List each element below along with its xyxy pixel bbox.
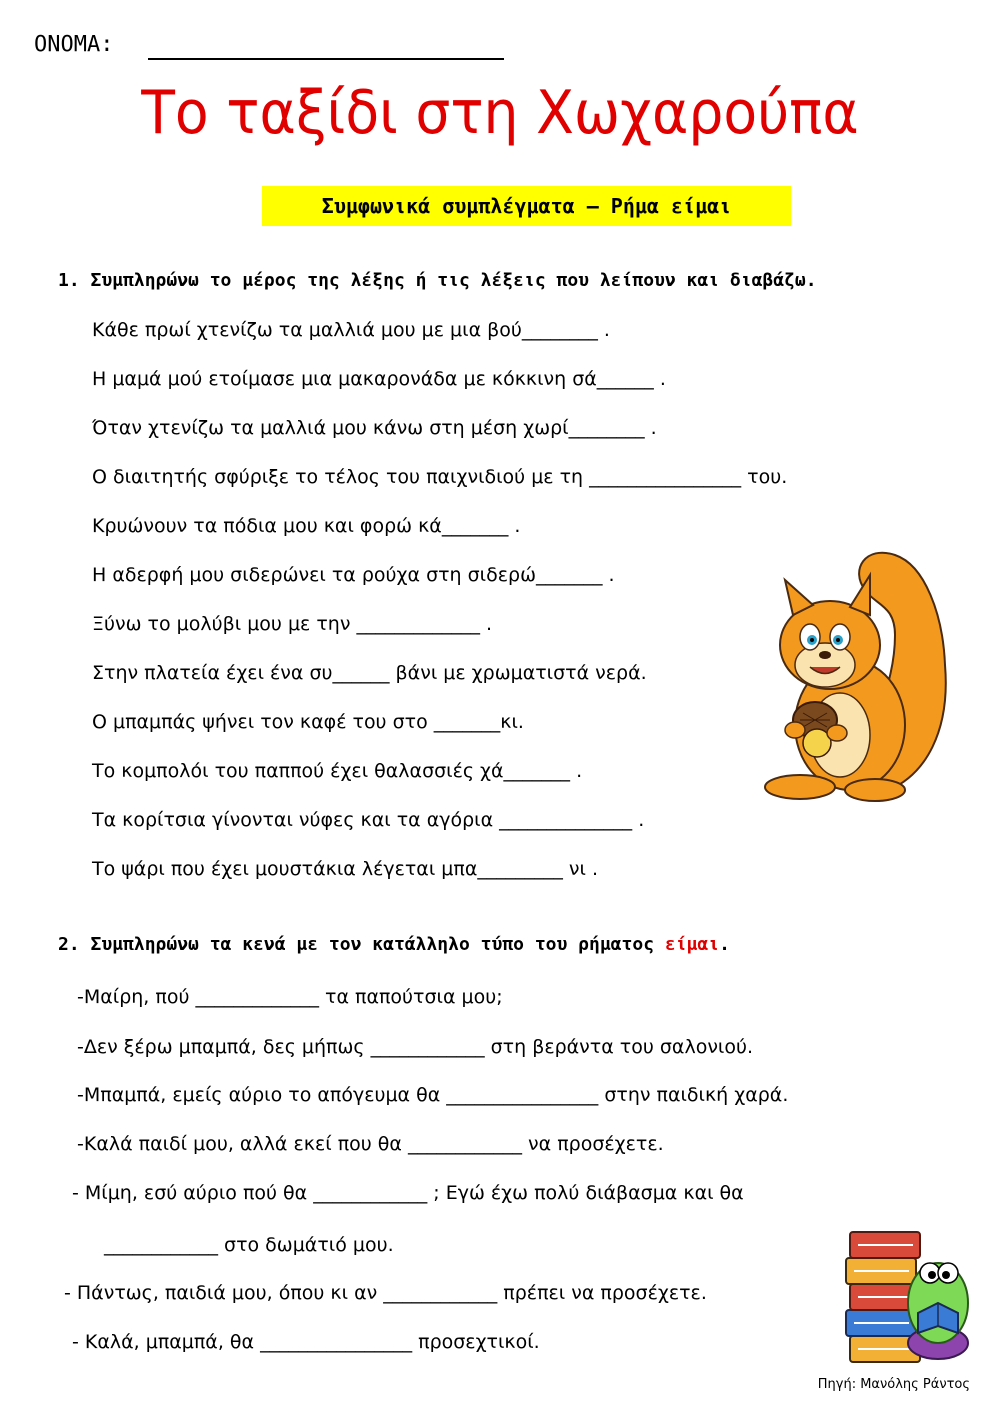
- exercise1-sentence: Η αδερφή μου σιδερώνει τα ρούχα στη σιδερώ_______ .: [92, 564, 615, 586]
- exercise2-sentence: ____________ στο δωμάτιό μου.: [104, 1234, 394, 1256]
- exercise2-sentence: - Καλά, μπαμπά, θα ________________ προσεχτικοί.: [72, 1331, 540, 1353]
- bookworm-illustration: [838, 1218, 978, 1368]
- exercise1-sentence: Κάθε πρωί χτενίζω τα μαλλιά μου με μια βού________ .: [92, 319, 610, 341]
- exercise1-sentence: Το κομπολόι του παππού έχει θαλασσιές χά_______ .: [92, 760, 583, 782]
- exercise1-sentence: Όταν χτενίζω τα μαλλιά μου κάνω στη μέση χωρί________ .: [92, 417, 657, 439]
- squirrel-illustration: [755, 545, 955, 810]
- exercise1-sentence: Ξύνω το μολύβι μου με την _____________ .: [92, 613, 493, 635]
- exercise1-heading: 1. Συμπληρώνω το μέρος της λέξης ή τις λέξεις που λείπουν και διαβάζω.: [58, 270, 817, 291]
- exercise2-sentence: - Μίμη, εσύ αύριο πού θα ____________ ; Εγώ έχω πολύ διάβασμα και θα: [72, 1182, 744, 1204]
- verb-highlight: είμαι: [664, 934, 720, 955]
- subtitle: Συμφωνικά συμπλέγματα – Ρήμα είμαι: [262, 186, 791, 226]
- exercise1-sentence: Το ψάρι που έχει μουστάκια λέγεται μπα_________ νι .: [92, 858, 599, 880]
- exercise2-heading-end: .: [719, 934, 730, 955]
- exercise1-sentence: Κρυώνουν τα πόδια μου και φορώ κά_______ .: [92, 515, 521, 537]
- exercise1-sentence: Ο διαιτητής σφύριξε το τέλος του παιχνιδιού με τη ________________ του.: [92, 466, 788, 488]
- name-field-line[interactable]: [148, 58, 504, 60]
- exercise2-sentence: -Καλά παιδί μου, αλλά εκεί που θα ____________ να προσέχετε.: [77, 1133, 664, 1155]
- name-label: ΟΝΟΜΑ:: [34, 32, 114, 57]
- exercise2-sentence: -Μπαμπά, εμείς αύριο το απόγευμα θα ________________ στην παιδική χαρά.: [77, 1084, 789, 1106]
- exercise1-sentence: Ο μπαμπάς ψήνει τον καφέ του στο _______κι.: [92, 711, 524, 733]
- exercise2-sentence: - Πάντως, παιδιά μου, όπου κι αν ____________ πρέπει να προσέχετε.: [64, 1282, 707, 1304]
- exercise1-sentence: Η μαμά μού ετοίμασε μια μακαρονάδα με κόκκινη σά______ .: [92, 368, 666, 390]
- exercise1-sentence: Τα κορίτσια γίνονται νύφες και τα αγόρια ______________ .: [92, 809, 645, 831]
- exercise2-heading-text: 2. Συμπληρώνω τα κενά με τον κατάλληλο τύπο του ρήματος: [58, 934, 665, 955]
- exercise2-sentence: -Δεν ξέρω μπαμπά, δες μήπως ____________ στη βεράντα του σαλονιού.: [77, 1036, 754, 1058]
- page-title: Το ταξίδι στη Χωχαρούπα: [141, 78, 859, 148]
- exercise1-sentence: Στην πλατεία έχει ένα συ______ βάνι με χρωματιστά νερά.: [92, 662, 647, 684]
- source-credit: Πηγή: Μανόλης Ράντος: [817, 1377, 970, 1392]
- exercise2-heading: [58, 934, 730, 955]
- exercise2-sentence: -Μαίρη, πού _____________ τα παπούτσια μου;: [77, 986, 503, 1008]
